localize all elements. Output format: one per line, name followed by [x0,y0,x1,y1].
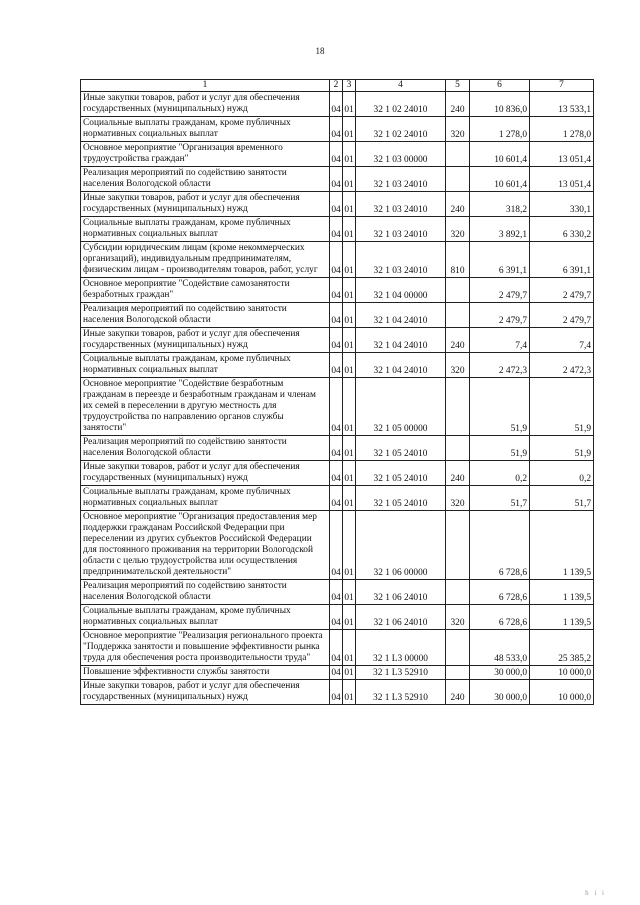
amount-year-2: 2 479,7 [530,303,594,328]
row-name: Реализация мероприятий по содействию занятости населения Вологодской области [81,436,330,461]
subsection-code: 01 [343,167,356,192]
column-header-3: 3 [343,80,356,92]
table-row [81,167,594,192]
amount-year-1: 1 278,0 [470,117,530,142]
target-article-code: 32 1 03 24010 [356,167,446,192]
expense-type-code: 810 [446,242,470,278]
section-code: 04 [330,605,343,630]
section-code: 04 [330,486,343,511]
section-code: 04 [330,167,343,192]
target-article-code: 32 1 03 24010 [356,217,446,242]
table-row [81,192,594,217]
column-header-4: 4 [356,80,446,92]
subsection-code: 01 [343,217,356,242]
footer-mark: h i i [585,889,606,897]
section-code: 04 [330,142,343,167]
amount-year-1: 2 479,7 [470,278,530,303]
subsection-code: 01 [343,580,356,605]
expense-type-code: 320 [446,353,470,378]
section-code: 04 [330,242,343,278]
amount-year-1: 10 601,4 [470,142,530,167]
subsection-code: 01 [343,461,356,486]
amount-year-2: 10 000,0 [530,666,594,680]
section-code: 04 [330,580,343,605]
amount-year-1: 6 391,1 [470,242,530,278]
table-row [81,436,594,461]
expense-type-code: 320 [446,605,470,630]
target-article-code: 32 1 02 24010 [356,117,446,142]
section-code: 04 [330,680,343,705]
expense-type-code [446,630,470,666]
row-name: Иные закупки товаров, работ и услуг для обеспечения государственных (муниципальных) нужд [81,461,330,486]
amount-year-1: 51,7 [470,486,530,511]
table-header-row [81,80,594,92]
section-code: 04 [330,666,343,680]
row-name: Основное мероприятие "Организация предоставления мер поддержки гражданам Российской Федерации при переселении из других субъектов Российской Федерации для постоянного проживания на территории Вологодской области с целью трудоустройства или осуществления предпринимательской деятельности" [81,511,330,580]
expense-type-code [446,666,470,680]
table-row [81,278,594,303]
row-name: Иные закупки товаров, работ и услуг для обеспечения государственных (муниципальных) нужд [81,680,330,705]
target-article-code: 32 1 03 24010 [356,192,446,217]
target-article-code: 32 1 06 24010 [356,605,446,630]
subsection-code: 01 [343,328,356,353]
amount-year-1: 51,9 [470,436,530,461]
column-header-5: 5 [446,80,470,92]
target-article-code: 32 1 04 00000 [356,278,446,303]
target-article-code: 32 1 03 00000 [356,142,446,167]
subsection-code: 01 [343,630,356,666]
row-name: Основное мероприятие "Содействие безработным гражданам в переезде и безработным гражданам и членам их семей в переселении в другую местность для трудоустройства по направлению органов службы занятости" [81,378,330,436]
amount-year-2: 25 385,2 [530,630,594,666]
amount-year-2: 13 051,4 [530,142,594,167]
subsection-code: 01 [343,666,356,680]
amount-year-2: 0,2 [530,461,594,486]
target-article-code: 32 1 L3 52910 [356,680,446,705]
table-body [81,92,594,705]
amount-year-1: 3 892,1 [470,217,530,242]
subsection-code: 01 [343,486,356,511]
target-article-code: 32 1 05 24010 [356,436,446,461]
amount-year-1: 2 479,7 [470,303,530,328]
row-name: Иные закупки товаров, работ и услуг для обеспечения государственных (муниципальных) нужд [81,92,330,117]
amount-year-2: 2 472,3 [530,353,594,378]
table-row [81,630,594,666]
row-name: Основное мероприятие "Реализация регионального проекта "Поддержка занятости и повышение эффективности рынка труда для обеспечения роста производительности труда" [81,630,330,666]
expense-type-code: 240 [446,328,470,353]
subsection-code: 01 [343,192,356,217]
row-name: Субсидии юридическим лицам (кроме некоммерческих организаций), индивидуальным предпринимателям, физическим лицам - производителям товаров, работ, услуг [81,242,330,278]
row-name: Социальные выплаты гражданам, кроме публичных нормативных социальных выплат [81,117,330,142]
amount-year-2: 10 000,0 [530,680,594,705]
amount-year-2: 1 139,5 [530,511,594,580]
table-row [81,217,594,242]
expense-type-code: 320 [446,117,470,142]
expense-type-code: 240 [446,192,470,217]
expense-type-code [446,580,470,605]
subsection-code: 01 [343,378,356,436]
row-name: Социальные выплаты гражданам, кроме публичных нормативных социальных выплат [81,217,330,242]
budget-table [80,79,594,705]
subsection-code: 01 [343,303,356,328]
expense-type-code: 240 [446,680,470,705]
row-name: Основное мероприятие "Организация временного трудоустройства граждан" [81,142,330,167]
column-header-6: 6 [470,80,530,92]
amount-year-2: 51,9 [530,436,594,461]
expense-type-code: 240 [446,461,470,486]
section-code: 04 [330,278,343,303]
subsection-code: 01 [343,92,356,117]
expense-type-code [446,142,470,167]
table-row [81,242,594,278]
row-name: Реализация мероприятий по содействию занятости населения Вологодской области [81,303,330,328]
row-name: Повышение эффективности службы занятости [81,666,330,680]
subsection-code: 01 [343,142,356,167]
subsection-code: 01 [343,278,356,303]
expense-type-code [446,167,470,192]
amount-year-1: 6 728,6 [470,605,530,630]
expense-type-code [446,436,470,461]
section-code: 04 [330,436,343,461]
table-row [81,378,594,436]
target-article-code: 32 1 L3 00000 [356,630,446,666]
table-row [81,666,594,680]
table-row [81,92,594,117]
table-row [81,580,594,605]
amount-year-1: 10 836,0 [470,92,530,117]
section-code: 04 [330,353,343,378]
section-code: 04 [330,378,343,436]
amount-year-2: 1 139,5 [530,580,594,605]
row-name: Социальные выплаты гражданам, кроме публичных нормативных социальных выплат [81,353,330,378]
table-row [81,303,594,328]
row-name: Реализация мероприятий по содействию занятости населения Вологодской области [81,580,330,605]
amount-year-1: 6 728,6 [470,580,530,605]
amount-year-1: 2 472,3 [470,353,530,378]
section-code: 04 [330,117,343,142]
amount-year-2: 7,4 [530,328,594,353]
expense-type-code: 320 [446,217,470,242]
table-row [81,461,594,486]
amount-year-2: 330,1 [530,192,594,217]
amount-year-1: 48 533,0 [470,630,530,666]
amount-year-2: 1 139,5 [530,605,594,630]
expense-type-code: 320 [446,486,470,511]
amount-year-2: 6 391,1 [530,242,594,278]
row-name: Социальные выплаты гражданам, кроме публичных нормативных социальных выплат [81,605,330,630]
target-article-code: 32 1 04 24010 [356,328,446,353]
table-row [81,680,594,705]
page-number: 18 [315,46,325,56]
section-code: 04 [330,511,343,580]
amount-year-2: 13 533,1 [530,92,594,117]
section-code: 04 [330,92,343,117]
section-code: 04 [330,328,343,353]
column-header-1: 1 [81,80,330,92]
amount-year-2: 51,7 [530,486,594,511]
amount-year-2: 13 051,4 [530,167,594,192]
table-row [81,486,594,511]
target-article-code: 32 1 L3 52910 [356,666,446,680]
amount-year-1: 318,2 [470,192,530,217]
section-code: 04 [330,192,343,217]
expense-type-code [446,511,470,580]
row-name: Социальные выплаты гражданам, кроме публичных нормативных социальных выплат [81,486,330,511]
subsection-code: 01 [343,242,356,278]
section-code: 04 [330,217,343,242]
amount-year-1: 30 000,0 [470,666,530,680]
target-article-code: 32 1 06 24010 [356,580,446,605]
amount-year-1: 30 000,0 [470,680,530,705]
subsection-code: 01 [343,436,356,461]
amount-year-1: 0,2 [470,461,530,486]
row-name: Иные закупки товаров, работ и услуг для обеспечения государственных (муниципальных) нужд [81,328,330,353]
section-code: 04 [330,303,343,328]
target-article-code: 32 1 05 24010 [356,486,446,511]
section-code: 04 [330,461,343,486]
table-row [81,511,594,580]
table-row [81,328,594,353]
amount-year-2: 2 479,7 [530,278,594,303]
target-article-code: 32 1 05 00000 [356,378,446,436]
expense-type-code: 240 [446,92,470,117]
table-row [81,353,594,378]
table-row [81,142,594,167]
target-article-code: 32 1 05 24010 [356,461,446,486]
target-article-code: 32 1 06 00000 [356,511,446,580]
section-code: 04 [330,630,343,666]
amount-year-1: 51,9 [470,378,530,436]
row-name: Иные закупки товаров, работ и услуг для обеспечения государственных (муниципальных) нужд [81,192,330,217]
expense-type-code [446,303,470,328]
row-name: Реализация мероприятий по содействию занятости населения Вологодской области [81,167,330,192]
subsection-code: 01 [343,117,356,142]
amount-year-2: 6 330,2 [530,217,594,242]
subsection-code: 01 [343,680,356,705]
subsection-code: 01 [343,353,356,378]
table-row [81,605,594,630]
subsection-code: 01 [343,605,356,630]
target-article-code: 32 1 04 24010 [356,303,446,328]
target-article-code: 32 1 03 24010 [356,242,446,278]
target-article-code: 32 1 04 24010 [356,353,446,378]
amount-year-1: 6 728,6 [470,511,530,580]
table-row [81,117,594,142]
expense-type-code [446,378,470,436]
column-header-7: 7 [530,80,594,92]
amount-year-2: 1 278,0 [530,117,594,142]
target-article-code: 32 1 02 24010 [356,92,446,117]
subsection-code: 01 [343,511,356,580]
expense-type-code [446,278,470,303]
amount-year-1: 10 601,4 [470,167,530,192]
amount-year-1: 7,4 [470,328,530,353]
amount-year-2: 51,9 [530,378,594,436]
row-name: Основное мероприятие "Содействие самозанятости безработных граждан" [81,278,330,303]
column-header-2: 2 [330,80,343,92]
